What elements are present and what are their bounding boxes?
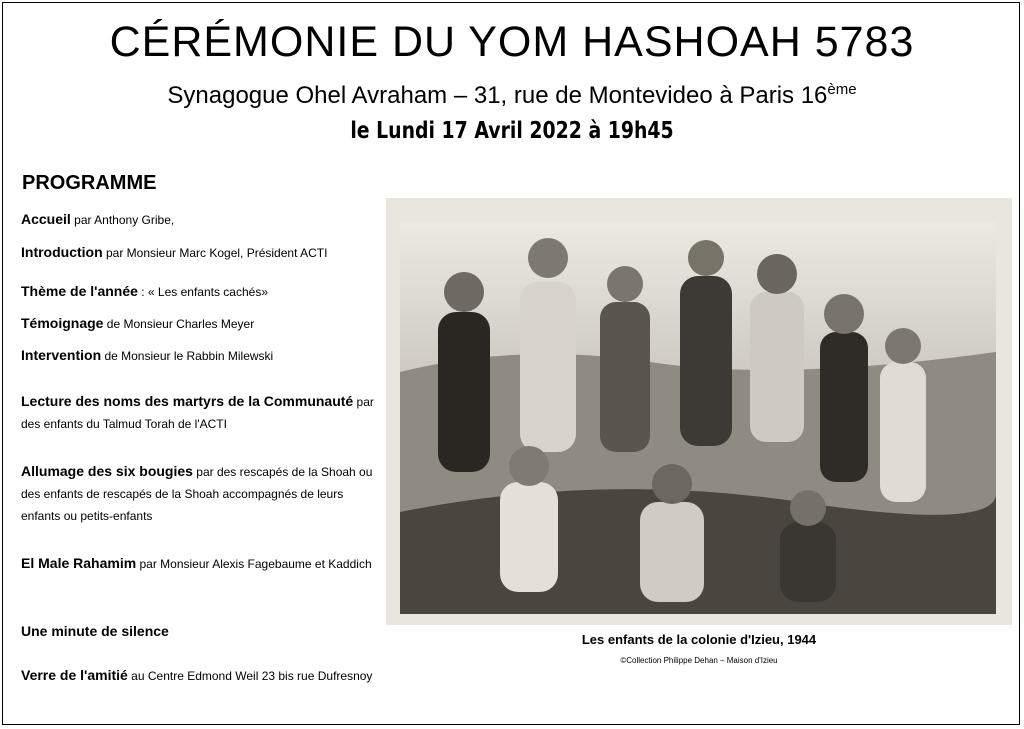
program-item-text: par Monsieur Alexis Fagebaume et Kaddich [136, 557, 372, 571]
program-item-el-male-rahamim [21, 552, 381, 575]
program-heading: PROGRAMME [22, 172, 157, 194]
program-item-theme [21, 280, 381, 303]
program-item-text: de Monsieur Charles Meyer [103, 317, 255, 331]
venue-subtitle [0, 82, 1024, 110]
photo-credit: ©Collection Philippe Dehan – Maison d'Izieu [620, 656, 778, 665]
page-title: CÉRÉMONIE DU YOM HASHOAH 5783 [109, 18, 915, 66]
group-photo-image [400, 222, 996, 614]
historical-photo [386, 198, 1012, 625]
program-item-label: El Male Rahamim [21, 555, 137, 571]
program-item-label: Verre de l'amitié [21, 667, 128, 683]
program-item-text: : « Les enfants cachés» [137, 285, 269, 299]
program-item-label: Lecture des noms des martyrs de la Communauté [21, 393, 354, 409]
program-item-verre-amitie [21, 664, 381, 687]
program-item-temoignage [21, 312, 381, 335]
event-date: le Lundi 17 Avril 2022 à 19h45 [350, 118, 674, 144]
program-item-label: Allumage des six bougies [21, 463, 193, 479]
program-item-intervention [21, 344, 381, 367]
venue-superscript: ème [827, 81, 857, 98]
program-item-label: Thème de l'année [21, 283, 138, 299]
program-item-text: de Monsieur le Rabbin Milewski [101, 349, 274, 363]
program-item-text: par Monsieur Marc Kogel, Président ACTI [102, 246, 328, 260]
program-item-label: Introduction [21, 244, 103, 260]
program-item-text: par des enfants du Talmud Torah de l'ACTI [21, 395, 374, 431]
program-item-label: Intervention [21, 347, 102, 363]
program-item-label: Témoignage [21, 315, 104, 331]
program-item-minute-silence [21, 620, 381, 643]
program-item-lecture [21, 390, 381, 435]
program-item-allumage [21, 460, 381, 527]
program-item-label: Une minute de silence [21, 623, 169, 639]
photo-caption: Les enfants de la colonie d'Izieu, 1944 [581, 632, 817, 647]
program-item-accueil [21, 208, 381, 231]
program-item-introduction [21, 241, 381, 264]
program-item-label: Accueil [21, 211, 71, 227]
venue-text: Synagogue Ohel Avraham – 31, rue de Montevideo à Paris 16 [167, 82, 828, 109]
program-item-text: par des rescapés de la Shoah ou des enfants de rescapés de la Shoah accompagnés de leurs enfants ou petits-enfants [21, 465, 373, 523]
program-item-text: par Anthony Gribe, [70, 213, 175, 227]
program-item-text: au Centre Edmond Weil 23 bis rue Dufresnoy [127, 669, 373, 683]
